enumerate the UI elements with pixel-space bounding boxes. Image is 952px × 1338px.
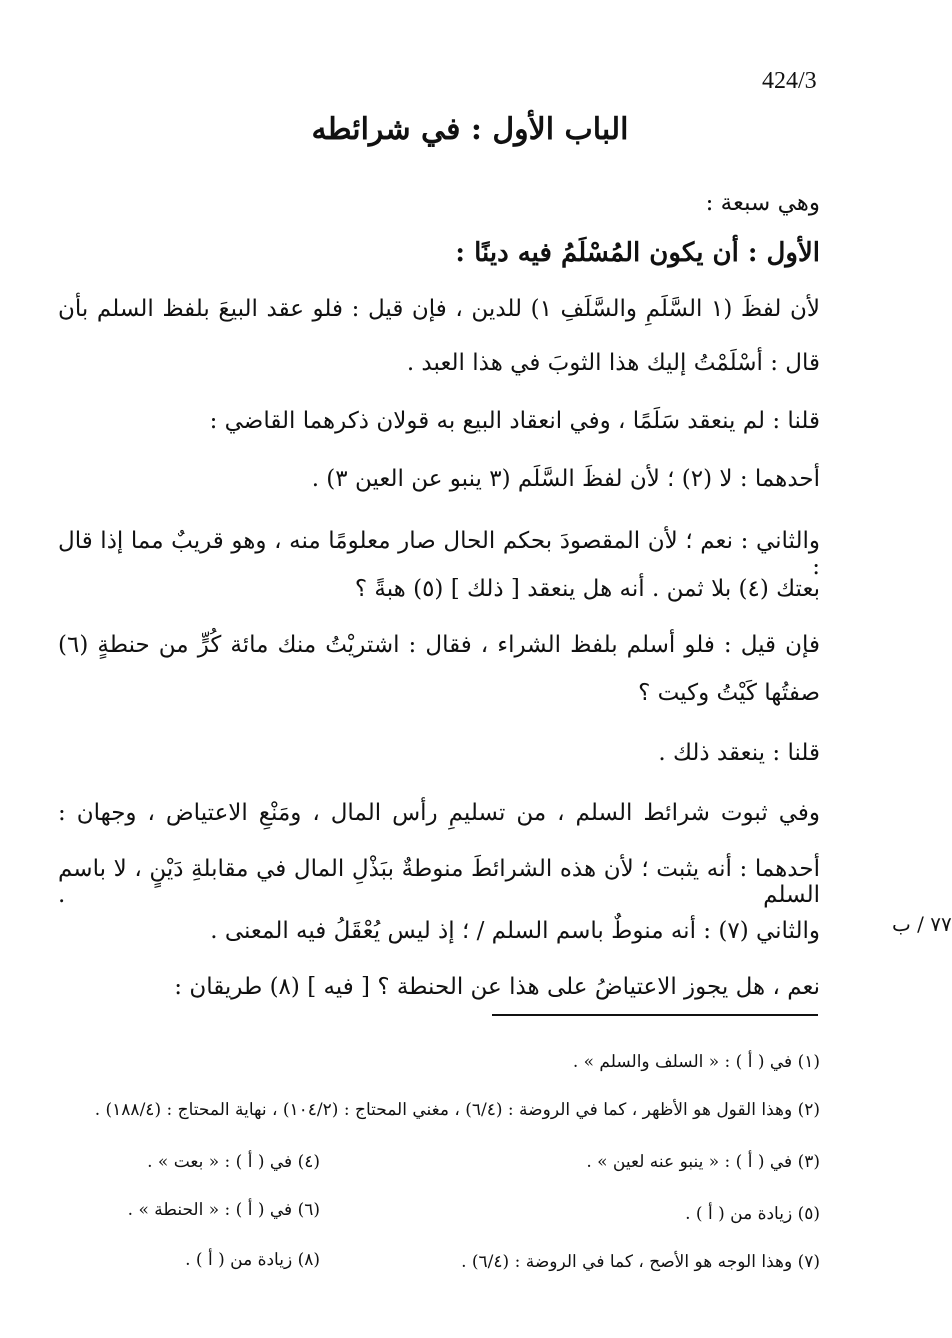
chapter-title: الباب الأول : في شرائطه [311,112,629,147]
footnote-7: (٧) وهذا الوجه هو الأصح ، كما في الروضة : (٦/٤) . [461,1252,820,1272]
text-line-5: قلنا : لم ينعقد سَلَمًا ، وفي انعقاد البيع به قولان ذكرهما القاضي : [209,408,820,434]
text-line-9: فإن قيل : فلو أسلم بلفظ الشراء ، فقال : اشتريْتُ منك مائة كُرٍّ من حنطةٍ (٦) [58,632,820,658]
text-line-14: والثاني (٧) : أنه منوطٌ باسم السلم / ؛ إذ ليس يُعْقَلُ فيه المعنى . [210,918,820,944]
page-reference: 424/3 [762,68,817,94]
footnote-5: (٥) زيادة من ( أ ) . [685,1204,820,1224]
text-line-11: قلنا : ينعقد ذلك . [658,740,820,766]
footnote-1: (١) في ( أ ) : « السلف والسلم » . [572,1052,820,1072]
text-line-8: بعتك (٤) بلا ثمن . أنه هل ينعقد [ ذلك ] (٥) هبةً ؟ [354,576,820,602]
text-line-7: والثاني : نعم ؛ لأن المقصودَ بحكم الحال صار معلومًا منه ، وهو قريبٌ مما إذا قال : [58,528,820,580]
text-line-1: وهي سبعة : [705,190,820,216]
footnote-2: (٢) وهذا القول هو الأظهر ، كما في الروضة : (٦/٤) ، مغني المحتاج : (١٠٤/٢) ، نهاية المحتاج : (١٨٨/٤) . [94,1100,820,1120]
text-line-12: وفي ثبوت شرائط السلم ، من تسليمِ رأس المال ، ومَنْعِ الاعتياض ، وجهان : [58,800,820,826]
footnote-4: (٤) في ( أ ) : « بعت » . [147,1152,320,1172]
section-heading: الأول : أن يكون المُسْلَمُ فيه دينًا : [455,238,820,268]
footnote-separator [492,1014,818,1016]
text-line-10: صفتُها كَيْتُ وكيت ؟ [638,680,820,706]
text-line-13: أحدهما : أنه يثبت ؛ لأن هذه الشرائطَ منوطةٌ ببَذْلِ المال في مقابلةِ دَيْنٍ ، لا باسم السلم . [58,856,820,908]
text-line-3: لأن لفظَ (١ السَّلَمِ والسَّلَفِ ١) للدين ، فإن قيل : فلو عقد البيعَ بلفظ السلم بأن [58,296,820,322]
footnote-6: (٦) في ( أ ) : « الحنطة » . [127,1200,320,1220]
footnote-8: (٨) زيادة من ( أ ) . [185,1250,320,1270]
text-line-4: قال : أسْلَمْتُ إليك هذا الثوبَ في هذا العبد . [406,350,820,376]
text-line-15: نعم ، هل يجوز الاعتياضُ على هذا عن الحنطة ؟ [ فيه ] (٨) طريقان : [174,974,820,1000]
margin-folio-note: ٧٧ / ب [892,912,952,936]
footnote-3: (٣) في ( أ ) : « ينبو عنه لعين » . [586,1152,820,1172]
text-line-6: أحدهما : لا (٢) ؛ لأن لفظَ السَّلَم (٣ ينبو عن العين ٣) . [311,466,820,492]
